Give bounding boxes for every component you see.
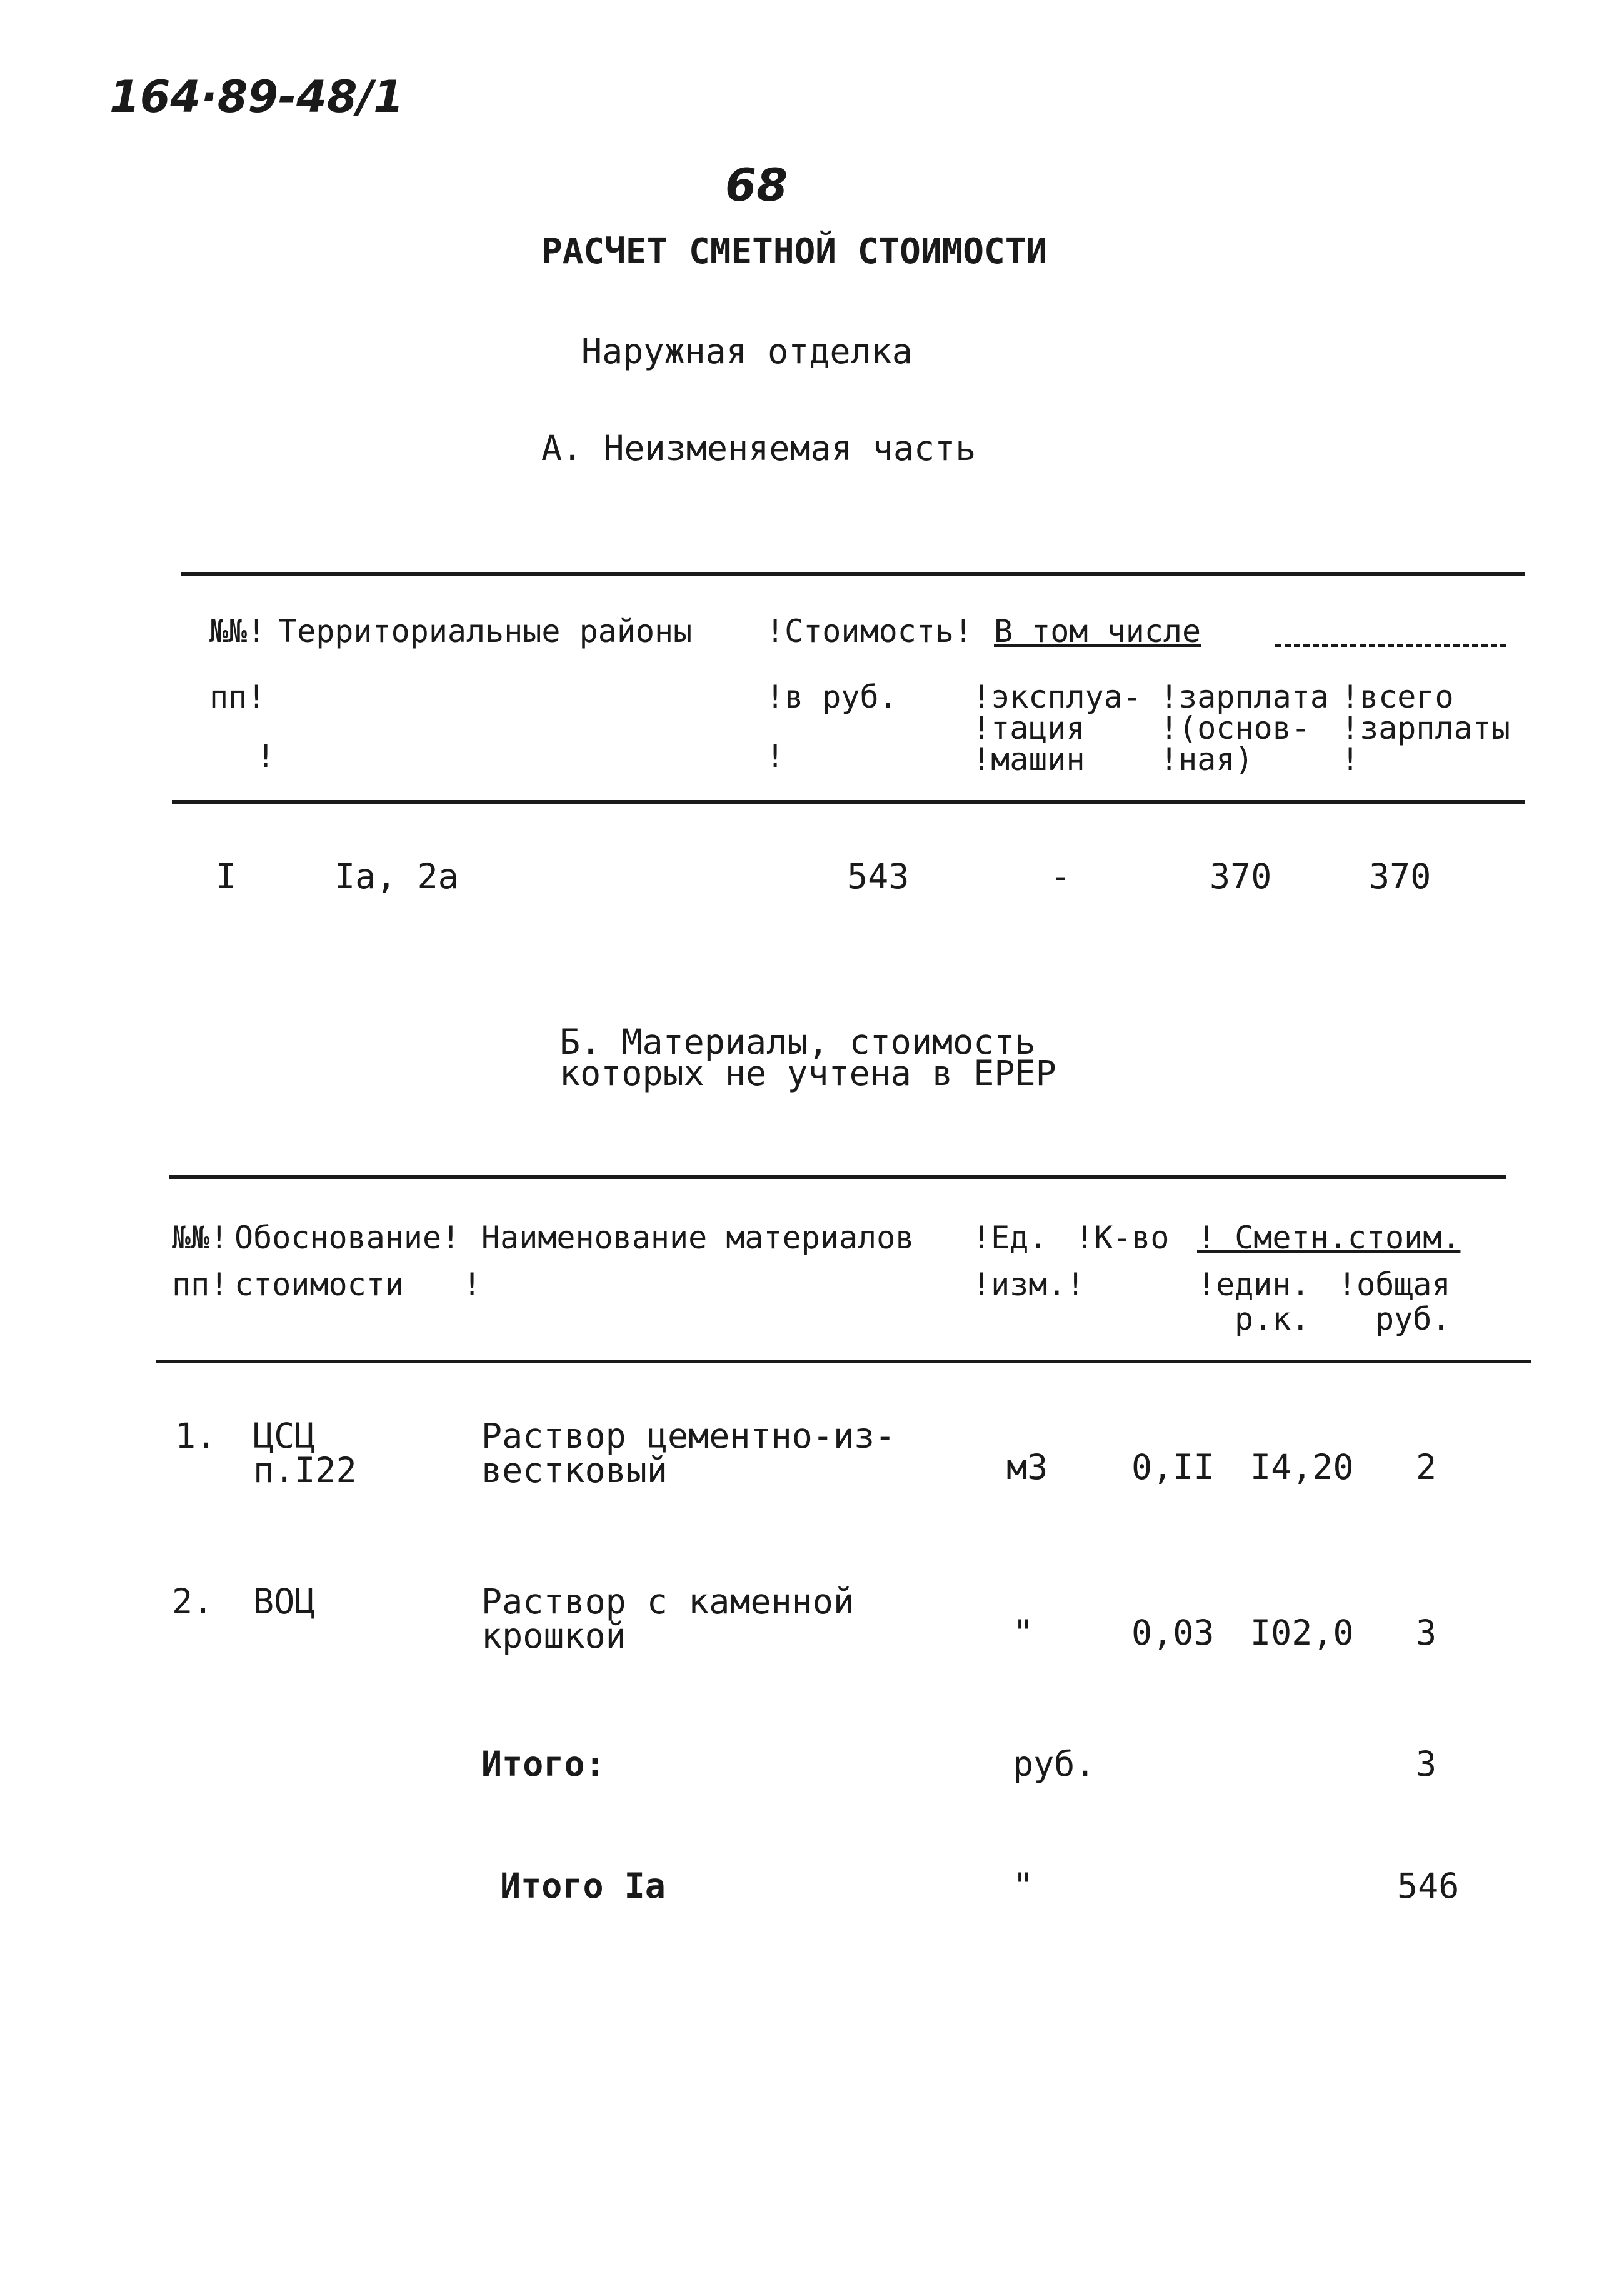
b-col-unit-header-2: !изм.! [972, 1266, 1085, 1303]
section-a-heading: А. Неизменяемая часть [541, 428, 976, 468]
row-num: I [216, 856, 237, 896]
incl-dashes [1275, 644, 1506, 647]
b-col-basis-header-2: стоимости [234, 1266, 404, 1303]
table-a-header-rule [172, 800, 1525, 804]
col-region-header: Территориальные районы [278, 613, 693, 649]
table-b-header-rule [156, 1360, 1531, 1363]
b-row-price: I4,20 [1250, 1447, 1354, 1487]
col-exp-header-3: !машин [972, 741, 1085, 778]
col-sal-header: !зарплата [1160, 679, 1329, 715]
row-tot: 370 [1369, 856, 1431, 896]
col-tot-header-2: !зарплаты [1341, 710, 1510, 746]
b-row-name: Раствор цементно-из- [481, 1416, 896, 1456]
b-col-qty-header: !К-во [1075, 1220, 1170, 1256]
b-col-cost-header: ! Сметн.стоим. [1197, 1220, 1461, 1256]
incl-header: В том числе [994, 613, 1201, 649]
col-cost-header-3: ! [766, 738, 785, 774]
b-col-name-header: Наименование материалов [481, 1220, 915, 1256]
b-col-cost-total-header: !общая [1338, 1266, 1451, 1303]
table-b-top-rule [169, 1175, 1506, 1179]
col-cost-header-2: !в руб. [766, 679, 898, 715]
col-exp-header-2: !тация [972, 710, 1085, 746]
col-num-header-2: пп! [209, 679, 266, 715]
total-value: 546 [1397, 1866, 1460, 1906]
col-cost-header: !Стоимость! [766, 613, 973, 649]
b-col-cost-unit-header: !един. [1197, 1266, 1310, 1303]
col-sal-header-3: !ная) [1160, 741, 1254, 778]
b-col-unit-header: !Ед. [972, 1220, 1048, 1256]
b-row-price: I02,0 [1250, 1613, 1354, 1653]
b-row-basis: ЦСЦ [253, 1416, 316, 1456]
subtotal-unit: руб. [1013, 1744, 1096, 1784]
b-col-cost-total-header-2: руб. [1375, 1301, 1451, 1337]
b-row-basis: ВОЦ [253, 1581, 316, 1621]
section-b-heading-2: которых не учтена в ЕРЕР [559, 1053, 1056, 1093]
b-row-qty: 0,03 [1131, 1613, 1215, 1653]
col-num-header: №№! [209, 613, 266, 649]
b-col-basis-bar: ! [463, 1266, 482, 1303]
page-title: РАСЧЕТ СМЕТНОЙ СТОИМОСТИ [541, 231, 1048, 272]
row-exp: - [1050, 856, 1071, 896]
col-num-header-3: ! [256, 738, 276, 774]
b-row-unit: м3 [1006, 1447, 1048, 1487]
b-row-name: Раствор с каменной [481, 1581, 855, 1621]
col-tot-header: !всего [1341, 679, 1454, 715]
subtotal-label: Итого: [481, 1744, 606, 1784]
b-col-basis-header: Обоснование! [234, 1220, 461, 1256]
b-col-num-header-2: пп! [172, 1266, 229, 1303]
total-label: Итого Iа [500, 1866, 666, 1906]
table-a-top-rule [181, 572, 1525, 576]
subtotal-value: 3 [1416, 1744, 1437, 1784]
page-subtitle: Наружная отделка [581, 331, 913, 371]
row-sal: 370 [1210, 856, 1272, 896]
b-row-qty: 0,II [1131, 1447, 1215, 1487]
b-row-unit: " [1013, 1613, 1034, 1653]
col-exp-header: !эксплуа- [972, 679, 1141, 715]
section-b-heading: Б. Материалы, стоимость [559, 1022, 1036, 1062]
row-cost: 543 [847, 856, 910, 896]
b-row-num: 1. [175, 1416, 217, 1456]
b-row-num: 2. [172, 1581, 214, 1621]
row-region: Iа, 2а [334, 856, 459, 896]
b-row-total: 3 [1416, 1613, 1437, 1653]
page-number: 68 [725, 159, 788, 211]
col-tot-header-3: ! [1341, 741, 1360, 778]
b-row-name-2: вестковый [481, 1450, 668, 1490]
b-row-name-2: крошкой [481, 1616, 626, 1656]
b-row-basis-2: п.I22 [253, 1450, 357, 1490]
col-sal-header-2: !(основ- [1160, 710, 1310, 746]
b-col-cost-unit-header-2: р.к. [1235, 1301, 1310, 1337]
b-col-num-header: №№! [172, 1220, 229, 1256]
b-row-total: 2 [1416, 1447, 1437, 1487]
total-unit: " [1013, 1866, 1034, 1906]
document-code: 164·89-48/1 [109, 71, 404, 123]
